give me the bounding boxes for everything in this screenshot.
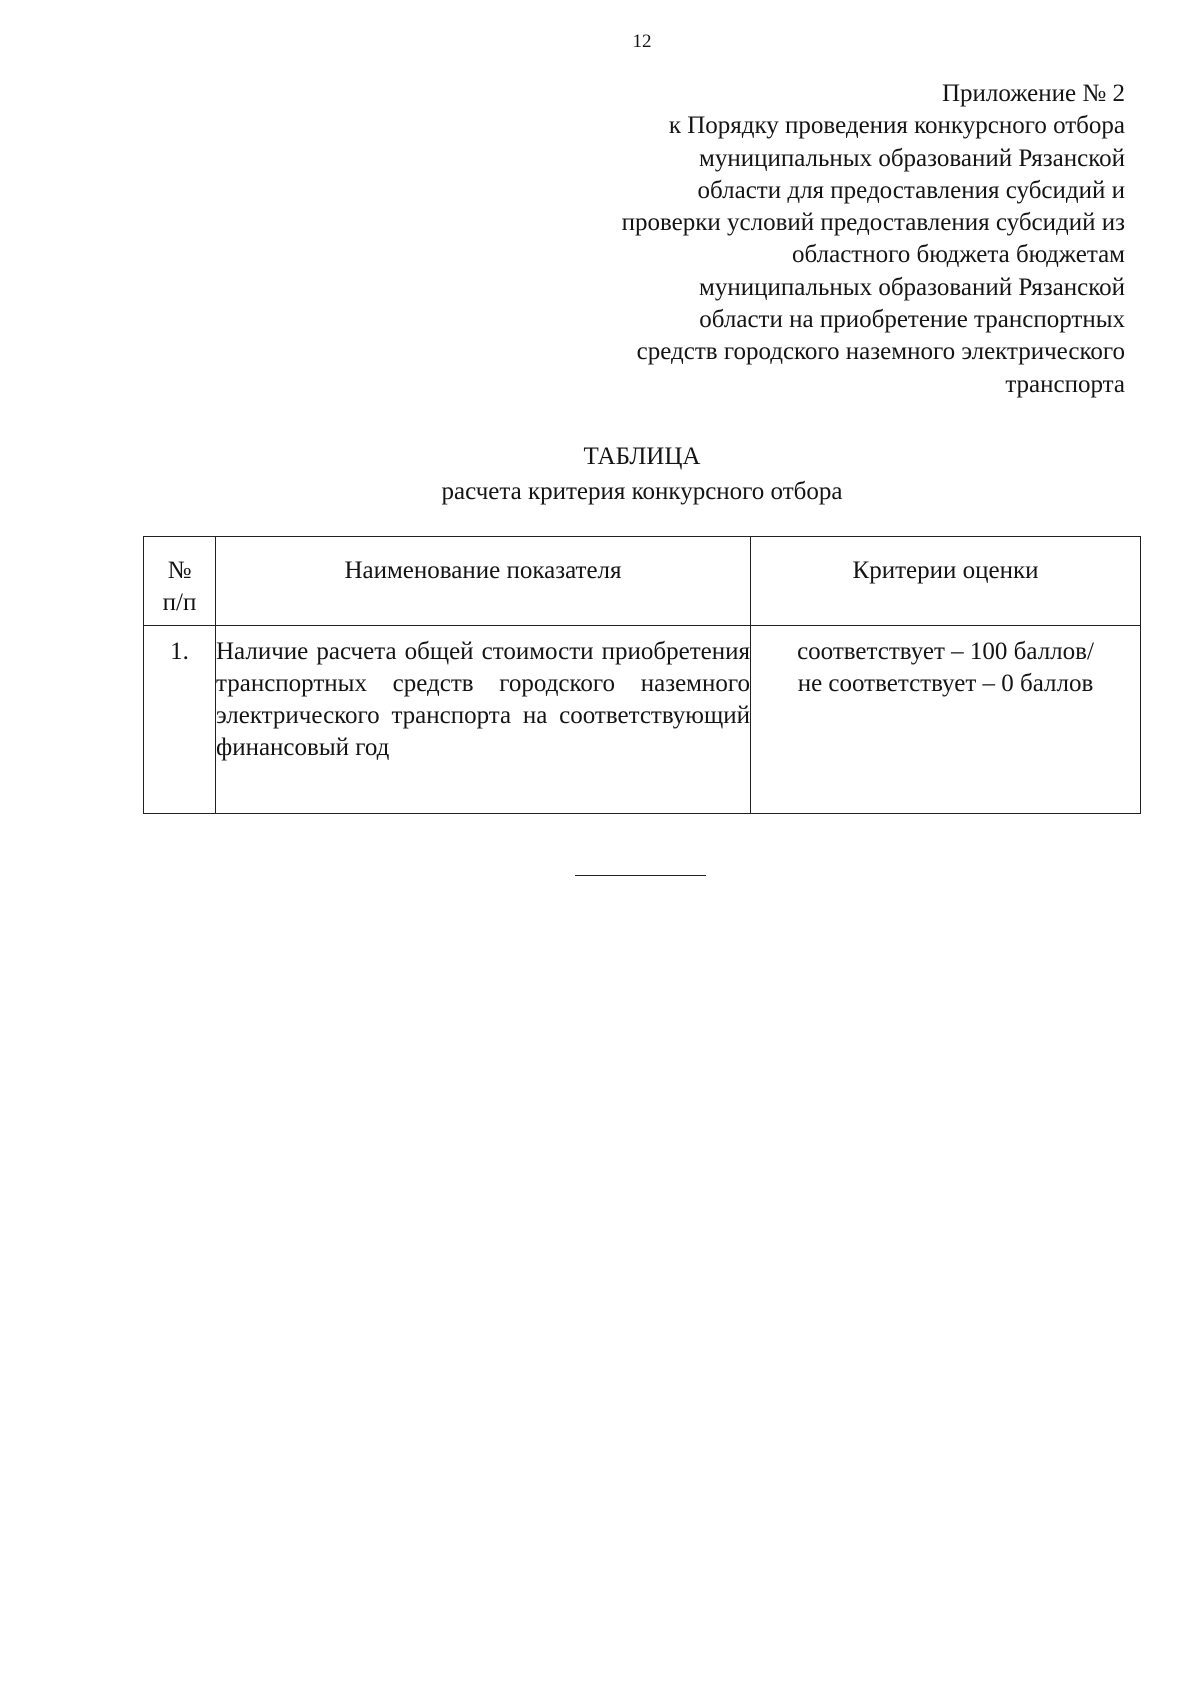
appendix-line: муниципальных образований Рязанской	[699, 273, 1125, 301]
criteria-line: соответствует – 100 баллов/	[797, 638, 1094, 665]
header-number-line: п/п	[162, 589, 197, 616]
appendix-line: области для предоставления субсидий и	[697, 176, 1125, 204]
header-indicator-name: Наименование показателя	[216, 537, 751, 626]
row-indicator-name: Наличие расчета общей стоимости приобретения транспортных средств городского наземного электрического транспорта на соответствующий финансовый год	[216, 626, 751, 814]
table-title: ТАБЛИЦА	[583, 443, 701, 470]
appendix-line: муниципальных образований Рязанской	[699, 144, 1125, 172]
row-number: 1.	[144, 626, 216, 814]
header-number-line: №	[167, 557, 192, 584]
table-header-row	[144, 537, 1141, 626]
header-criteria: Критерии оценки	[751, 537, 1141, 626]
page-number: 12	[632, 31, 652, 52]
table-subtitle: расчета критерия конкурсного отбора	[441, 478, 843, 505]
end-divider	[575, 875, 706, 876]
header-number	[144, 537, 216, 626]
appendix-line: к Порядку проведения конкурсного отбора	[668, 112, 1125, 140]
criteria-line: не соответствует – 0 баллов	[797, 670, 1094, 697]
row-criteria	[751, 626, 1141, 814]
appendix-line: проверки условий предоставления субсидий из	[621, 209, 1125, 237]
appendix-line: областного бюджета бюджетам	[792, 241, 1125, 269]
appendix-line: средств городского наземного электрического	[636, 338, 1125, 366]
appendix-heading	[485, 78, 1125, 401]
appendix-line: Приложение № 2	[941, 80, 1125, 107]
table-row	[144, 626, 1141, 814]
criteria-table	[143, 536, 1141, 814]
appendix-line: области на приобретение транспортных	[699, 306, 1125, 334]
appendix-line: транспорта	[1005, 370, 1125, 398]
